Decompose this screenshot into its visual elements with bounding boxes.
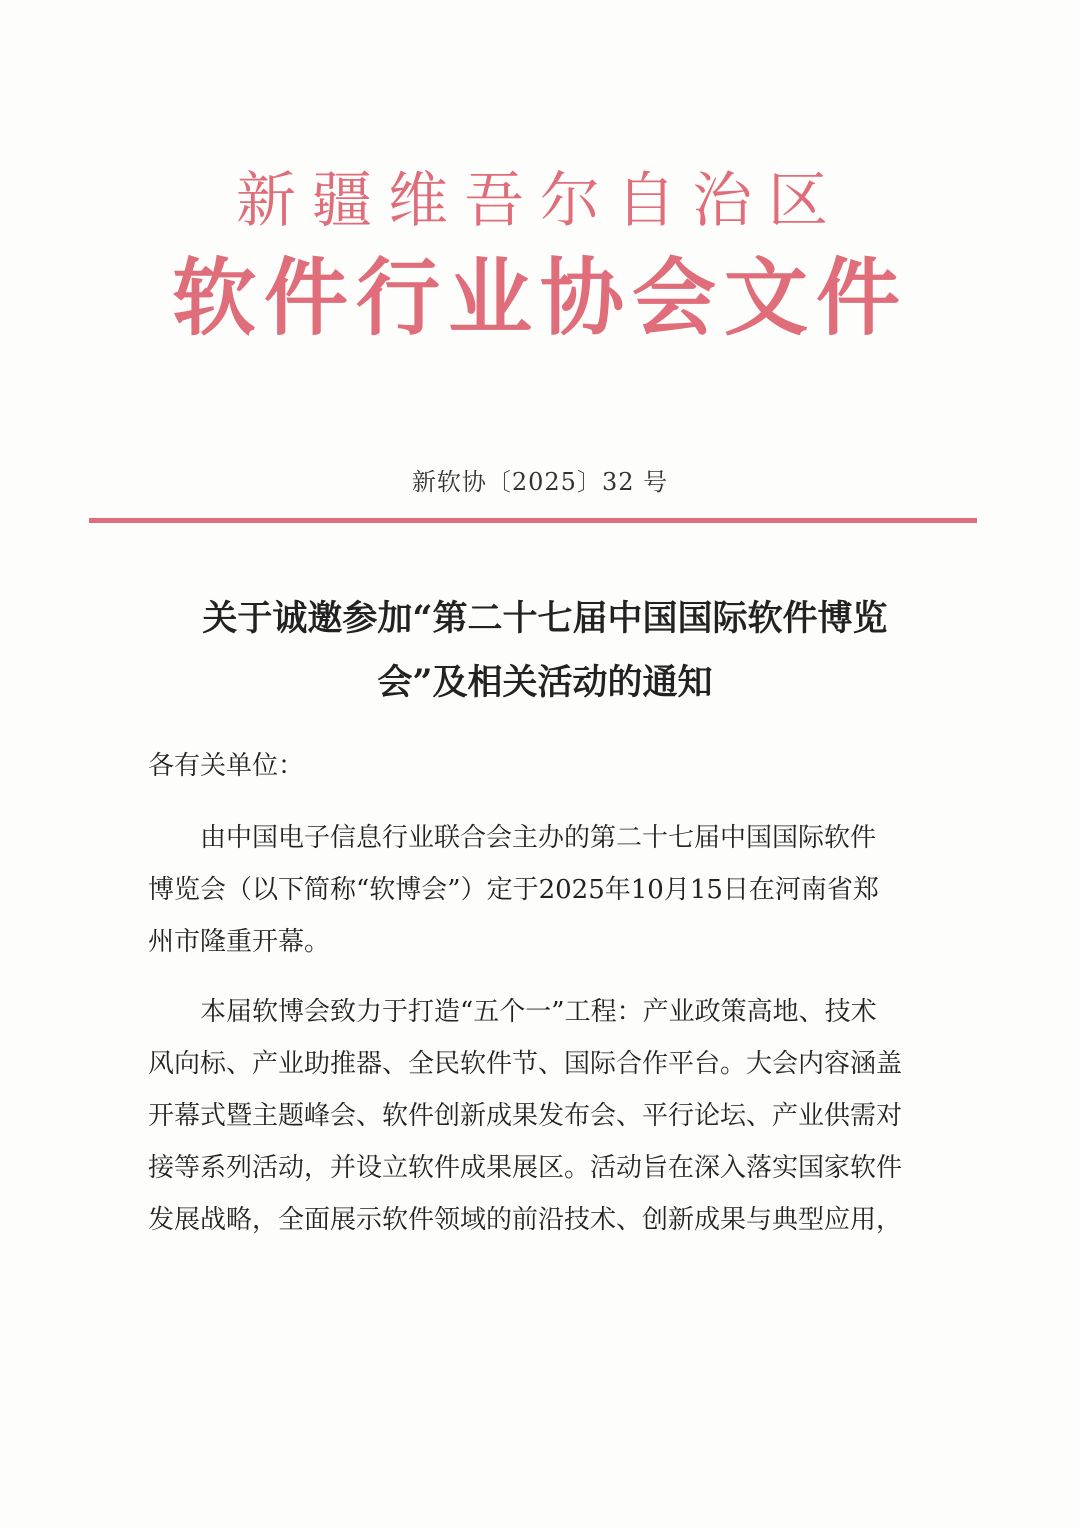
notice-title [120,587,970,715]
body-paragraph [148,986,948,1246]
paragraph-line: 州市隆重开幕。 [148,927,331,957]
notice-title-line: 关于诚邀参加“第二十七届中国国际软件博览 [202,598,888,639]
salutation: 各有关单位： [148,751,305,781]
red-divider-line [89,518,977,523]
paragraph-line: 风向标、产业助推器、全民软件节、国际合作平台。大会内容涵盖 [148,1049,903,1079]
body-paragraph [148,812,948,968]
notice-title-line: 会”及相关活动的通知 [377,662,713,703]
paragraph-line: 本届软博会致力于打造“五个一”工程：产业政策高地、技术 [148,997,877,1027]
document-number: 新软协〔2025〕32 号 [411,468,669,496]
paragraph-line: 接等系列活动，并设立软件成果展区。活动旨在深入落实国家软件 [148,1153,903,1183]
issuer-region-header: 新疆维吾尔自治区 [236,166,844,236]
issuer-document-header: 软件行业协会文件 [171,249,908,347]
paragraph-line: 由中国电子信息行业联合会主办的第二十七届中国国际软件 [148,823,877,853]
paragraph-line: 发展战略，全面展示软件领域的前沿技术、创新成果与典型应用， [148,1205,903,1235]
paragraph-line: 开幕式暨主题峰会、软件创新成果发布会、平行论坛、产业供需对 [148,1101,903,1131]
paragraph-line: 博览会（以下简称“软博会”）定于2025年10月15日在河南省郑 [148,875,879,905]
